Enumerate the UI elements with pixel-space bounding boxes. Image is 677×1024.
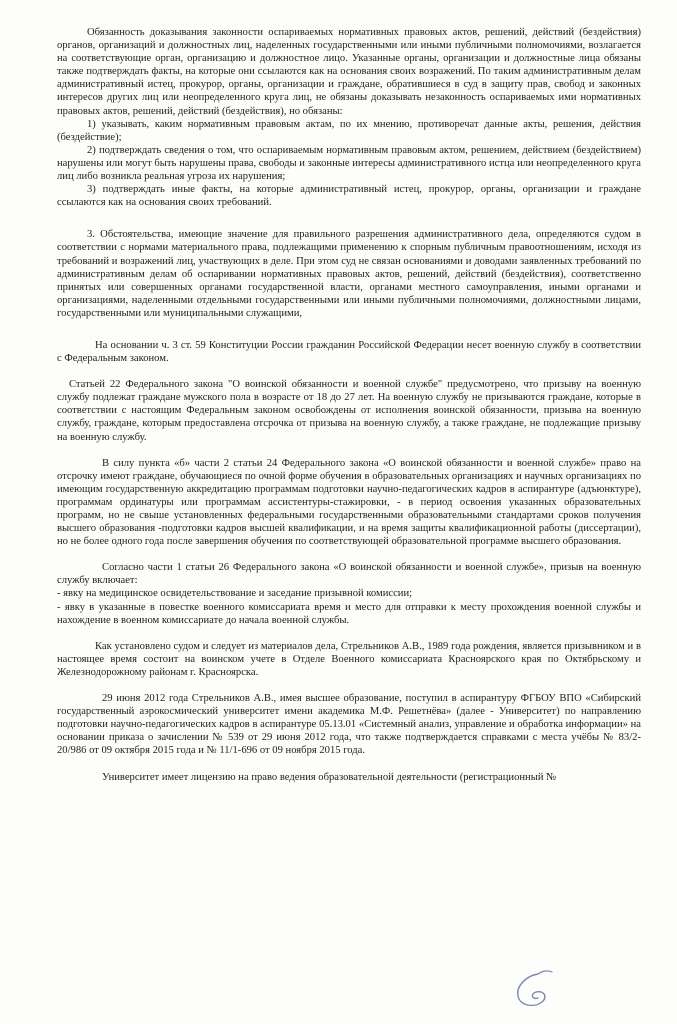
paragraph-article-22: Статьей 22 Федерального закона "О воинской обязанности и военной службе" предусмотрено, что призыву на военную службу подлежат граждане мужского пола в возрасте от 18 до 27 лет. На военную службу не призываются граждане, которые в соответствии с настоящим Федеральным законом освобождены от исполнения воинской обязанности, призыва на военную службу, граждане, которым предоставлена отсрочка от призыва на военную службу, а также граждане, не подлежащие призыву на военную службу. [57,379,641,443]
list-item-1: 1) указывать, каким нормативным правовым актам, по их мнению, противоречат данные акты, решения, действия (бездействие); [57,118,641,143]
spacer [57,444,641,457]
list-item-2: 2) подтверждать сведения о том, что оспариваемым нормативным правовым актом, решением, действием (бездействием) нарушены или могут быть нарушены права, свободы и законные интересы административного истца или неопределенного круга лиц либо возникла реальная угроза их нарушения; [57,144,641,183]
document-body [57,26,641,784]
bullet-item-2: - явку в указанные в повестке военного комиссариата время и место для отправки к месту прохождения военной службы и нахождение в военном комиссариате до начала военной службы. [57,601,641,626]
paragraph-postgraduate: 29 июня 2012 года Стрельников А.В., имея высшее образование, поступил в аспирантуру ФГБОУ ВПО «Сибирский государственный аэрокосмический университет имени академика М.Ф. Решетнёва» (далее - Университет) по направлению подготовки научно-педагогических кадров в аспирантуре 05.13.01 «Системный анализ, управление и обработка информации» на основании приказа о зачислении № 539 от 29 июня 2012 года, что также подтверждается справками с места учёбы № 83/2-20/986 от 09 октября 2015 года и № 11/1-696 от 09 ноября 2015 года. [57,693,641,757]
paragraph-article-26: Согласно части 1 статьи 26 Федерального закона «О воинской обязанности и военной службе», призыв на военную службу включает: [57,562,641,587]
paragraph-circumstances: 3. Обстоятельства, имеющие значение для правильного разрешения административного дела, определяются судом в соответствии с нормами материального права, подлежащими применению к спорным публичным правоотношениям, исходя из требований и возражений лиц, участвующих в деле. При этом суд не связан основаниями и доводами заявленных требований по административным делам об оспаривании нормативных правовых актов, решений, действий (бездействия), соответственно принятых или совершенных органами государственной власти, органами местного самоуправления, иными органами и организациями, наделенными отдельными государственными или иными публичными полномочиями, должностными лицами, государственными или муниципальными служащими, [57,229,641,319]
paragraph-constitution: На основании ч. 3 ст. 59 Конституции России гражданин Российской Федерации несет военную службу в соответствии с Федеральным законом. [57,339,641,365]
spacer [57,679,641,692]
paragraph-burden-of-proof: Обязанность доказывания законности оспариваемых нормативных правовых актов, решений, действий (бездействия) органов, организаций и должностных лиц, наделенных государственными или иными публичными полномочиями, возлагается на соответствующие орган, организацию и должностное лицо. Указанные органы, организации и должностные лица обязаны также подтверждать факты, на которые они ссылаются как на основания своих возражений. По таким административным делам административный истец, прокурор, органы, организации и граждане, обратившиеся в суд в защиту прав, свобод и законных интересов других лиц или неопределенного круга лиц, не обязаны доказывать незаконность оспариваемых ими нормативных правовых актов, решений, действий (бездействия), но обязаны: [57,27,641,117]
spacer [57,320,641,333]
paragraph-court-established: Как установлено судом и следует из материалов дела, Стрельников А.В., 1989 года рождения, является призывником и в настоящее время состоит на воинском учете в Отделе Военного комиссариата Красноярского края по Октябрьскому и Железнодорожному районам г. Красноярска. [57,640,641,678]
spacer [57,758,641,771]
paragraph-article-24: В силу пункта «б» части 2 статьи 24 Федерального закона «О воинской обязанности и военной службе» право на отсрочку имеют граждане, обучающиеся по очной форме обучения в образовательных организациях и научных организациях по имеющим государственную аккредитацию программам подготовки научно-педагогических кадров в аспирантуре (адъюнктуре), программам ординатуры или программам ассистентуры-стажировки, - в период освоения указанных образовательных программ, но не свыше установленных федеральными государственными образовательными стандартами сроков получения высшего образования -подготовки кадров высшей квалификации, и на время защиты квалификационной работы (диссертации), но не более одного года после завершения обучения по соответствующей образовательной программе высшего образования. [57,457,641,548]
spacer [57,209,641,222]
spacer [57,365,641,378]
bullet-item-1: - явку на медицинское освидетельствование и заседание призывной комиссии; [57,588,413,600]
spacer [57,627,641,640]
spacer [57,548,641,561]
paragraph-university-license: Университет имеет лицензию на право ведения образовательной деятельности (регистрационный № [102,771,557,783]
list-item-3: 3) подтверждать иные факты, на которые административный истец, прокурор, органы, организации и граждане ссылаются как на основания своих требований. [57,184,641,209]
signature-mark [508,968,560,1012]
